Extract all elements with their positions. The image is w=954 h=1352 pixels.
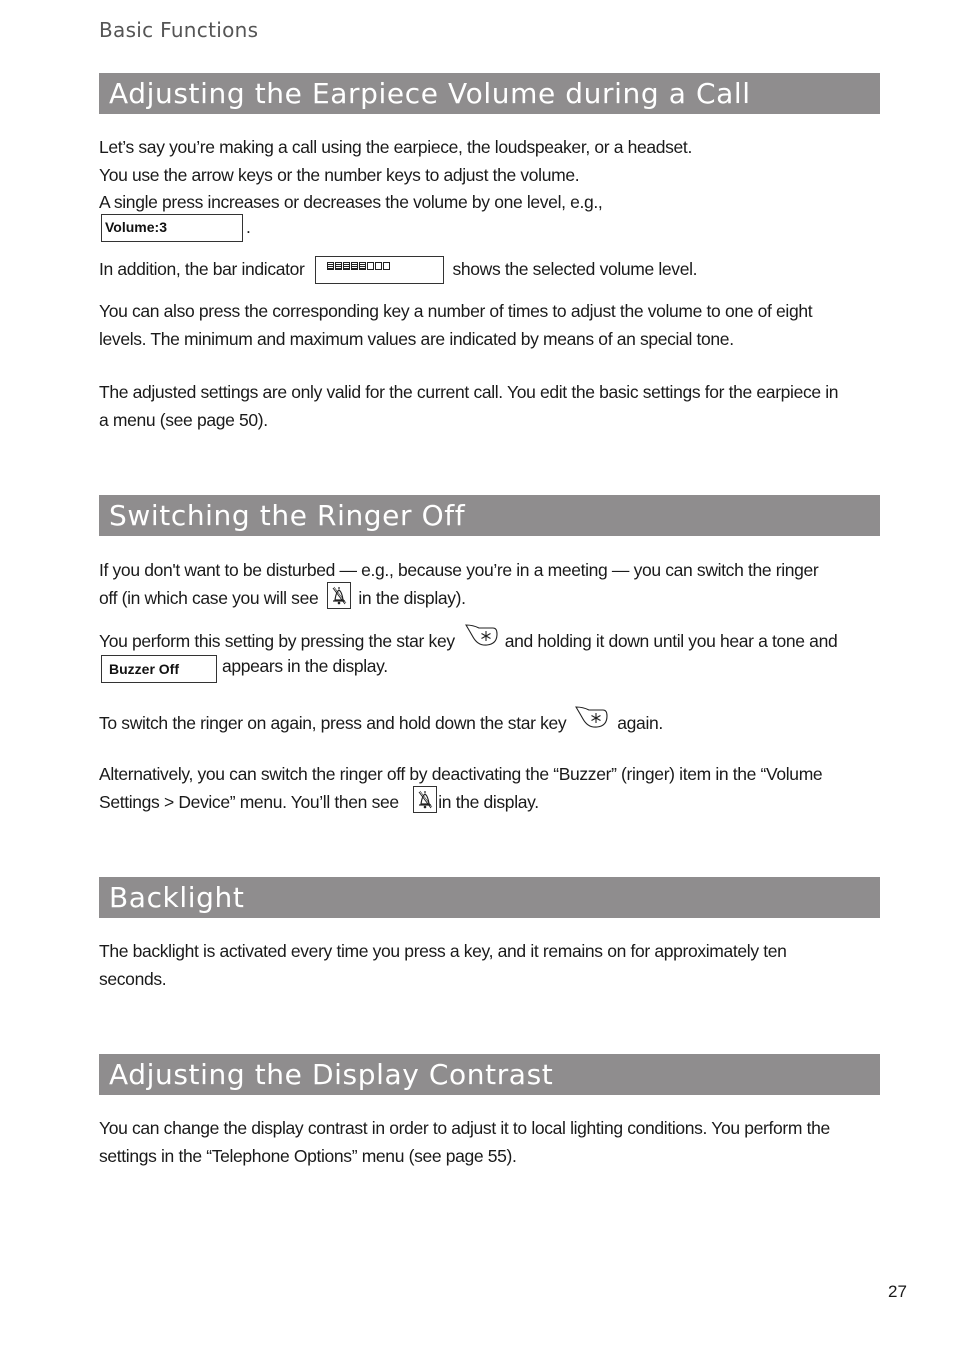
text-line: The backlight is activated every time you press a key, and it remains on for approximately ten	[99, 941, 787, 961]
text-line: seconds.	[99, 968, 167, 989]
text-line: You use the arrow keys or the number keys to adjust the volume.	[99, 164, 580, 185]
volume-bar-cell-filled	[335, 262, 342, 270]
ringer-paragraph-4	[99, 761, 884, 816]
bell-off-icon	[413, 786, 437, 813]
text-line: You can change the display contrast in order to adjust it to local lighting conditions. You perform the	[99, 1118, 830, 1138]
backlight-paragraph	[99, 938, 884, 993]
period-text: .	[246, 217, 251, 237]
star-key-icon	[575, 704, 609, 739]
ringer-paragraph-3	[99, 707, 884, 735]
text-segment: in the display.	[438, 791, 539, 812]
section-title-backlight: Backlight	[99, 877, 880, 918]
volume-bar-cell-filled	[351, 262, 358, 270]
ringer-paragraph-1	[99, 557, 884, 612]
section-title-ringer-off: Switching the Ringer Off	[99, 495, 880, 536]
text-line: If you don't want to be disturbed — e.g., because you’re in a meeting — you can switch the ringer	[99, 560, 819, 580]
text-line: You can also press the corresponding key a number of times to adjust the volume to one of eight	[99, 301, 813, 321]
bar-indicator-paragraph	[99, 256, 884, 284]
text-line: a menu (see page 50).	[99, 409, 268, 430]
text-line: Alternatively, you can switch the ringer off by deactivating the “Buzzer” (ringer) item in the “Volume	[99, 764, 823, 784]
earpiece-paragraph-3	[99, 379, 884, 434]
text-segment: and holding it down until you hear a tone and	[504, 630, 838, 651]
text-line	[99, 789, 884, 817]
volume-display-example	[99, 214, 884, 242]
section-title-earpiece-volume: Adjusting the Earpiece Volume during a Call	[99, 73, 880, 114]
star-key-icon	[465, 622, 499, 657]
text-line	[99, 585, 884, 613]
text-line: levels. The minimum and maximum values are indicated by means of an special tone.	[99, 328, 734, 349]
bar-indicator-text-before: In addition, the bar indicator	[99, 259, 305, 279]
volume-bar-cell-filled	[359, 262, 366, 270]
text-line: A single press increases or decreases the volume by one level, e.g.,	[99, 192, 603, 212]
volume-bar-cell-empty	[367, 262, 374, 270]
text-segment: again.	[617, 712, 663, 733]
page-number: 27	[888, 1282, 907, 1301]
text-line	[99, 653, 884, 681]
volume-bar-cell-filled	[343, 262, 350, 270]
volume-bar-cell-empty	[383, 262, 390, 270]
text-line: The adjusted settings are only valid for the current call. You edit the basic settings for the earpiece in	[99, 382, 839, 402]
text-line: Let’s say you’re making a call using the earpiece, the loudspeaker, or a headset.	[99, 137, 692, 157]
text-segment: appears in the display.	[222, 655, 388, 676]
text-segment: in the display).	[358, 587, 466, 608]
text-line	[99, 707, 884, 735]
earpiece-paragraph-2	[99, 298, 884, 353]
text-line	[99, 625, 884, 653]
text-segment: You perform this setting by pressing the star key	[99, 630, 455, 651]
running-header: Basic Functions	[99, 18, 259, 42]
contrast-paragraph	[99, 1115, 884, 1170]
volume-bar-cell-empty	[375, 262, 382, 270]
ringer-paragraph-2	[99, 625, 884, 680]
lcd-buzzer-off-display: Buzzer Off	[101, 655, 217, 683]
volume-bar-cell-filled	[327, 262, 334, 270]
text-segment: To switch the ringer on again, press and hold down the star key	[99, 712, 567, 733]
lcd-bar-indicator	[315, 256, 444, 284]
earpiece-paragraph-1	[99, 134, 884, 217]
text-segment: off (in which case you will see	[99, 587, 319, 608]
lcd-volume-display: Volume:3	[101, 214, 243, 242]
bar-indicator-text-after: shows the selected volume level.	[452, 259, 698, 279]
text-segment: Settings > Device” menu. You’ll then see	[99, 791, 399, 812]
section-title-display-contrast: Adjusting the Display Contrast	[99, 1054, 880, 1095]
text-line: settings in the “Telephone Options” menu (see page 55).	[99, 1145, 517, 1166]
bell-off-icon	[327, 582, 351, 609]
